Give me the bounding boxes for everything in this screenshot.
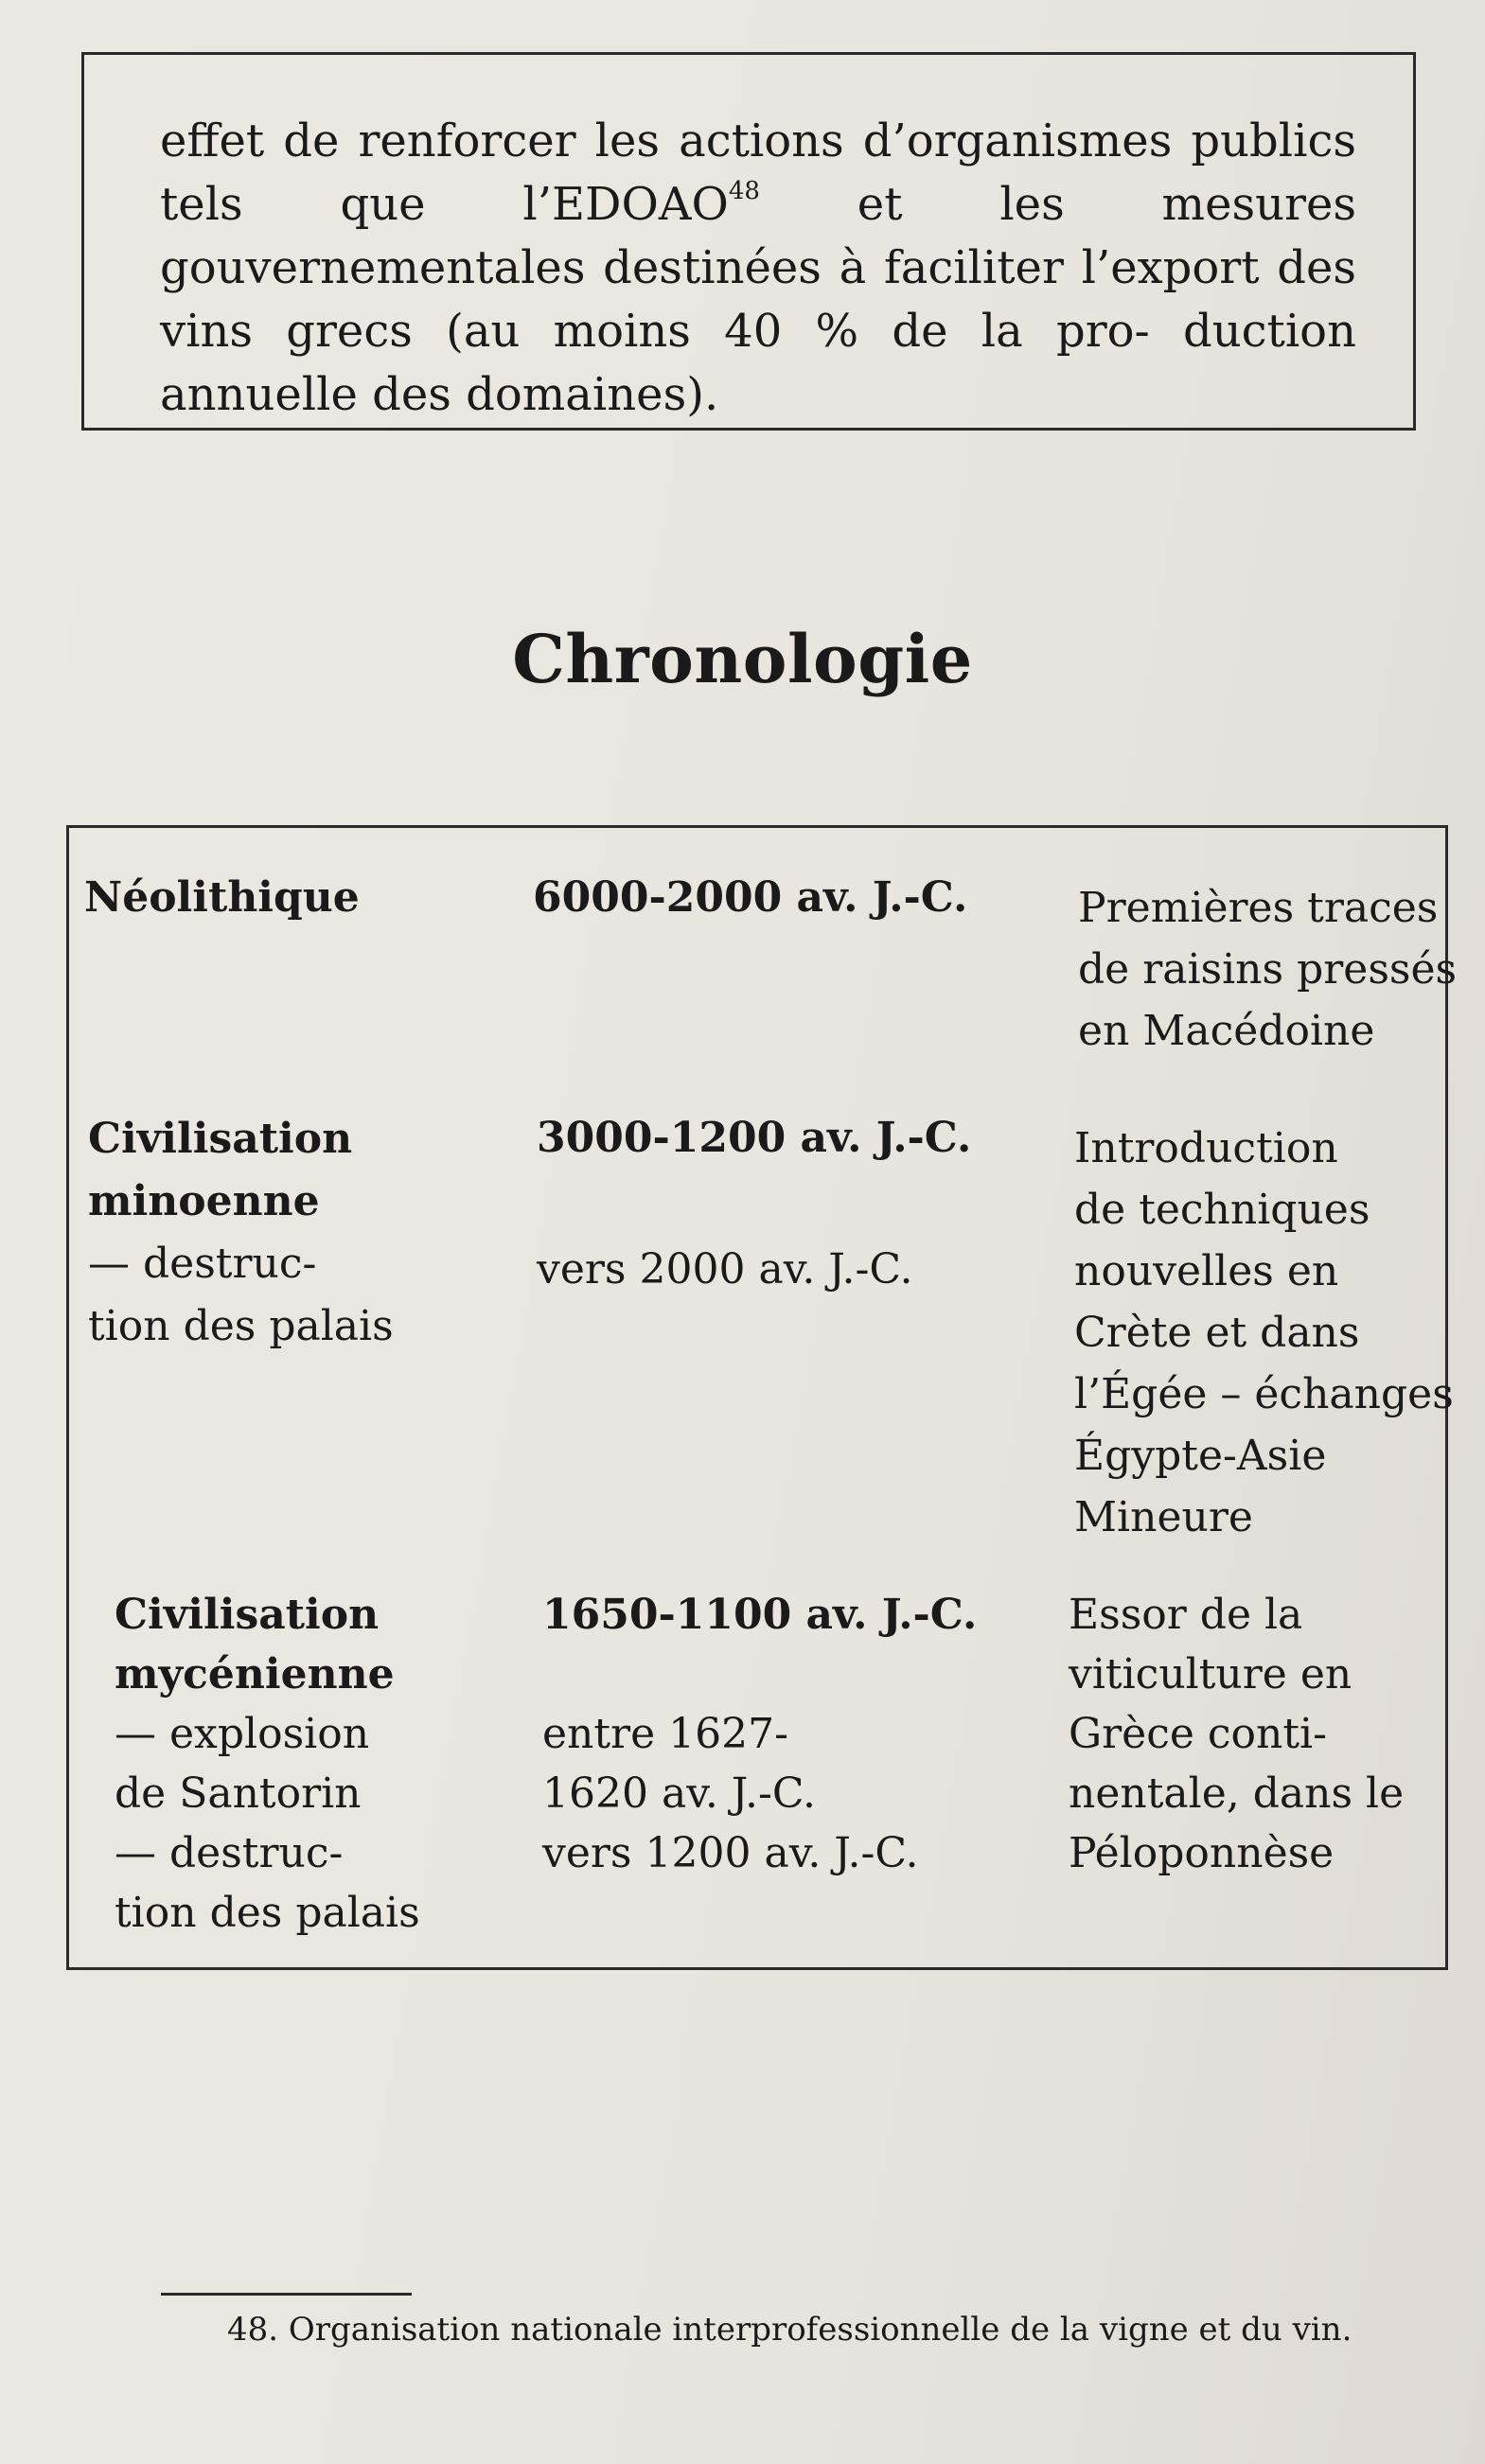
period-line: Civilisation — [115, 1591, 380, 1639]
footnote-48: 48. Organisation nationale interprofessionnelle de la vigne et du vin. — [227, 2311, 1352, 2349]
event-line: viticulture en — [1069, 1650, 1352, 1698]
period-line: minoenne — [88, 1177, 320, 1225]
date-cell — [533, 868, 1063, 927]
period-cell — [115, 1585, 531, 1943]
event-line: Égypte-Asie — [1074, 1432, 1327, 1480]
date-line: vers 2000 av. J.-C. — [537, 1245, 913, 1294]
boxed-line-2-start: l’EDOAO — [522, 178, 729, 231]
chronology-table — [66, 825, 1458, 1970]
period-line: mycénienne — [115, 1650, 395, 1698]
period-line: de Santorin — [115, 1769, 362, 1818]
section-title: Chronologie — [512, 620, 973, 698]
event-line: en Macédoine — [1078, 1007, 1375, 1055]
period-line: Néolithique — [84, 873, 360, 922]
event-line: de raisins pressés — [1078, 945, 1458, 994]
event-line: Mineure — [1074, 1493, 1253, 1541]
boxed-paragraph — [160, 110, 1356, 427]
footnote-ref-48[interactable]: 48 — [728, 177, 760, 205]
period-line: — destruc- — [115, 1829, 344, 1877]
event-line: de techniques — [1074, 1186, 1370, 1234]
date-line: vers 1200 av. J.-C. — [542, 1829, 919, 1877]
event-line: Introduction — [1074, 1124, 1338, 1172]
date-cell — [542, 1585, 1072, 1883]
event-line: Essor de la — [1069, 1591, 1303, 1639]
boxed-text-continuation — [81, 52, 1416, 431]
period-line: — explosion — [115, 1710, 370, 1758]
event-line: Péloponnèse — [1069, 1829, 1335, 1877]
period-line: Civilisation — [88, 1115, 353, 1163]
event-line: Crète et dans — [1074, 1309, 1360, 1357]
event-cell — [1074, 1118, 1454, 1548]
boxed-line-2-end: et les mesures gouvernementales destinées à — [160, 178, 1357, 294]
event-line: Grèce conti- — [1069, 1710, 1327, 1758]
boxed-line-1: effet de renforcer les actions d’organismes publics tels que — [160, 114, 1356, 231]
event-line: Premières traces — [1078, 884, 1439, 932]
footnote-separator — [161, 2293, 412, 2296]
event-line: l’Égée – échanges — [1074, 1370, 1454, 1418]
event-line: nouvelles en — [1074, 1247, 1339, 1295]
date-cell — [537, 1108, 1067, 1299]
date-line: 3000-1200 av. J.-C. — [537, 1114, 972, 1162]
date-line: 1650-1100 av. J.-C. — [542, 1591, 978, 1639]
boxed-line-3: faciliter l’export des vins grecs (au moins 40 % de la pro- — [160, 241, 1356, 358]
date-line: 6000-2000 av. J.-C. — [533, 873, 968, 922]
period-line: tion des palais — [115, 1889, 420, 1937]
boxed-line-4: duction annuelle des domaines). — [160, 305, 1356, 421]
date-line: entre 1627- — [542, 1710, 788, 1758]
date-line: 1620 av. J.-C. — [542, 1769, 816, 1818]
event-cell — [1069, 1585, 1428, 1883]
event-cell — [1078, 877, 1458, 1062]
period-cell — [84, 868, 501, 927]
event-line: nentale, dans le — [1069, 1769, 1405, 1818]
period-line: tion des palais — [88, 1302, 394, 1350]
period-line: — destruc- — [88, 1240, 317, 1288]
period-cell — [88, 1108, 504, 1358]
